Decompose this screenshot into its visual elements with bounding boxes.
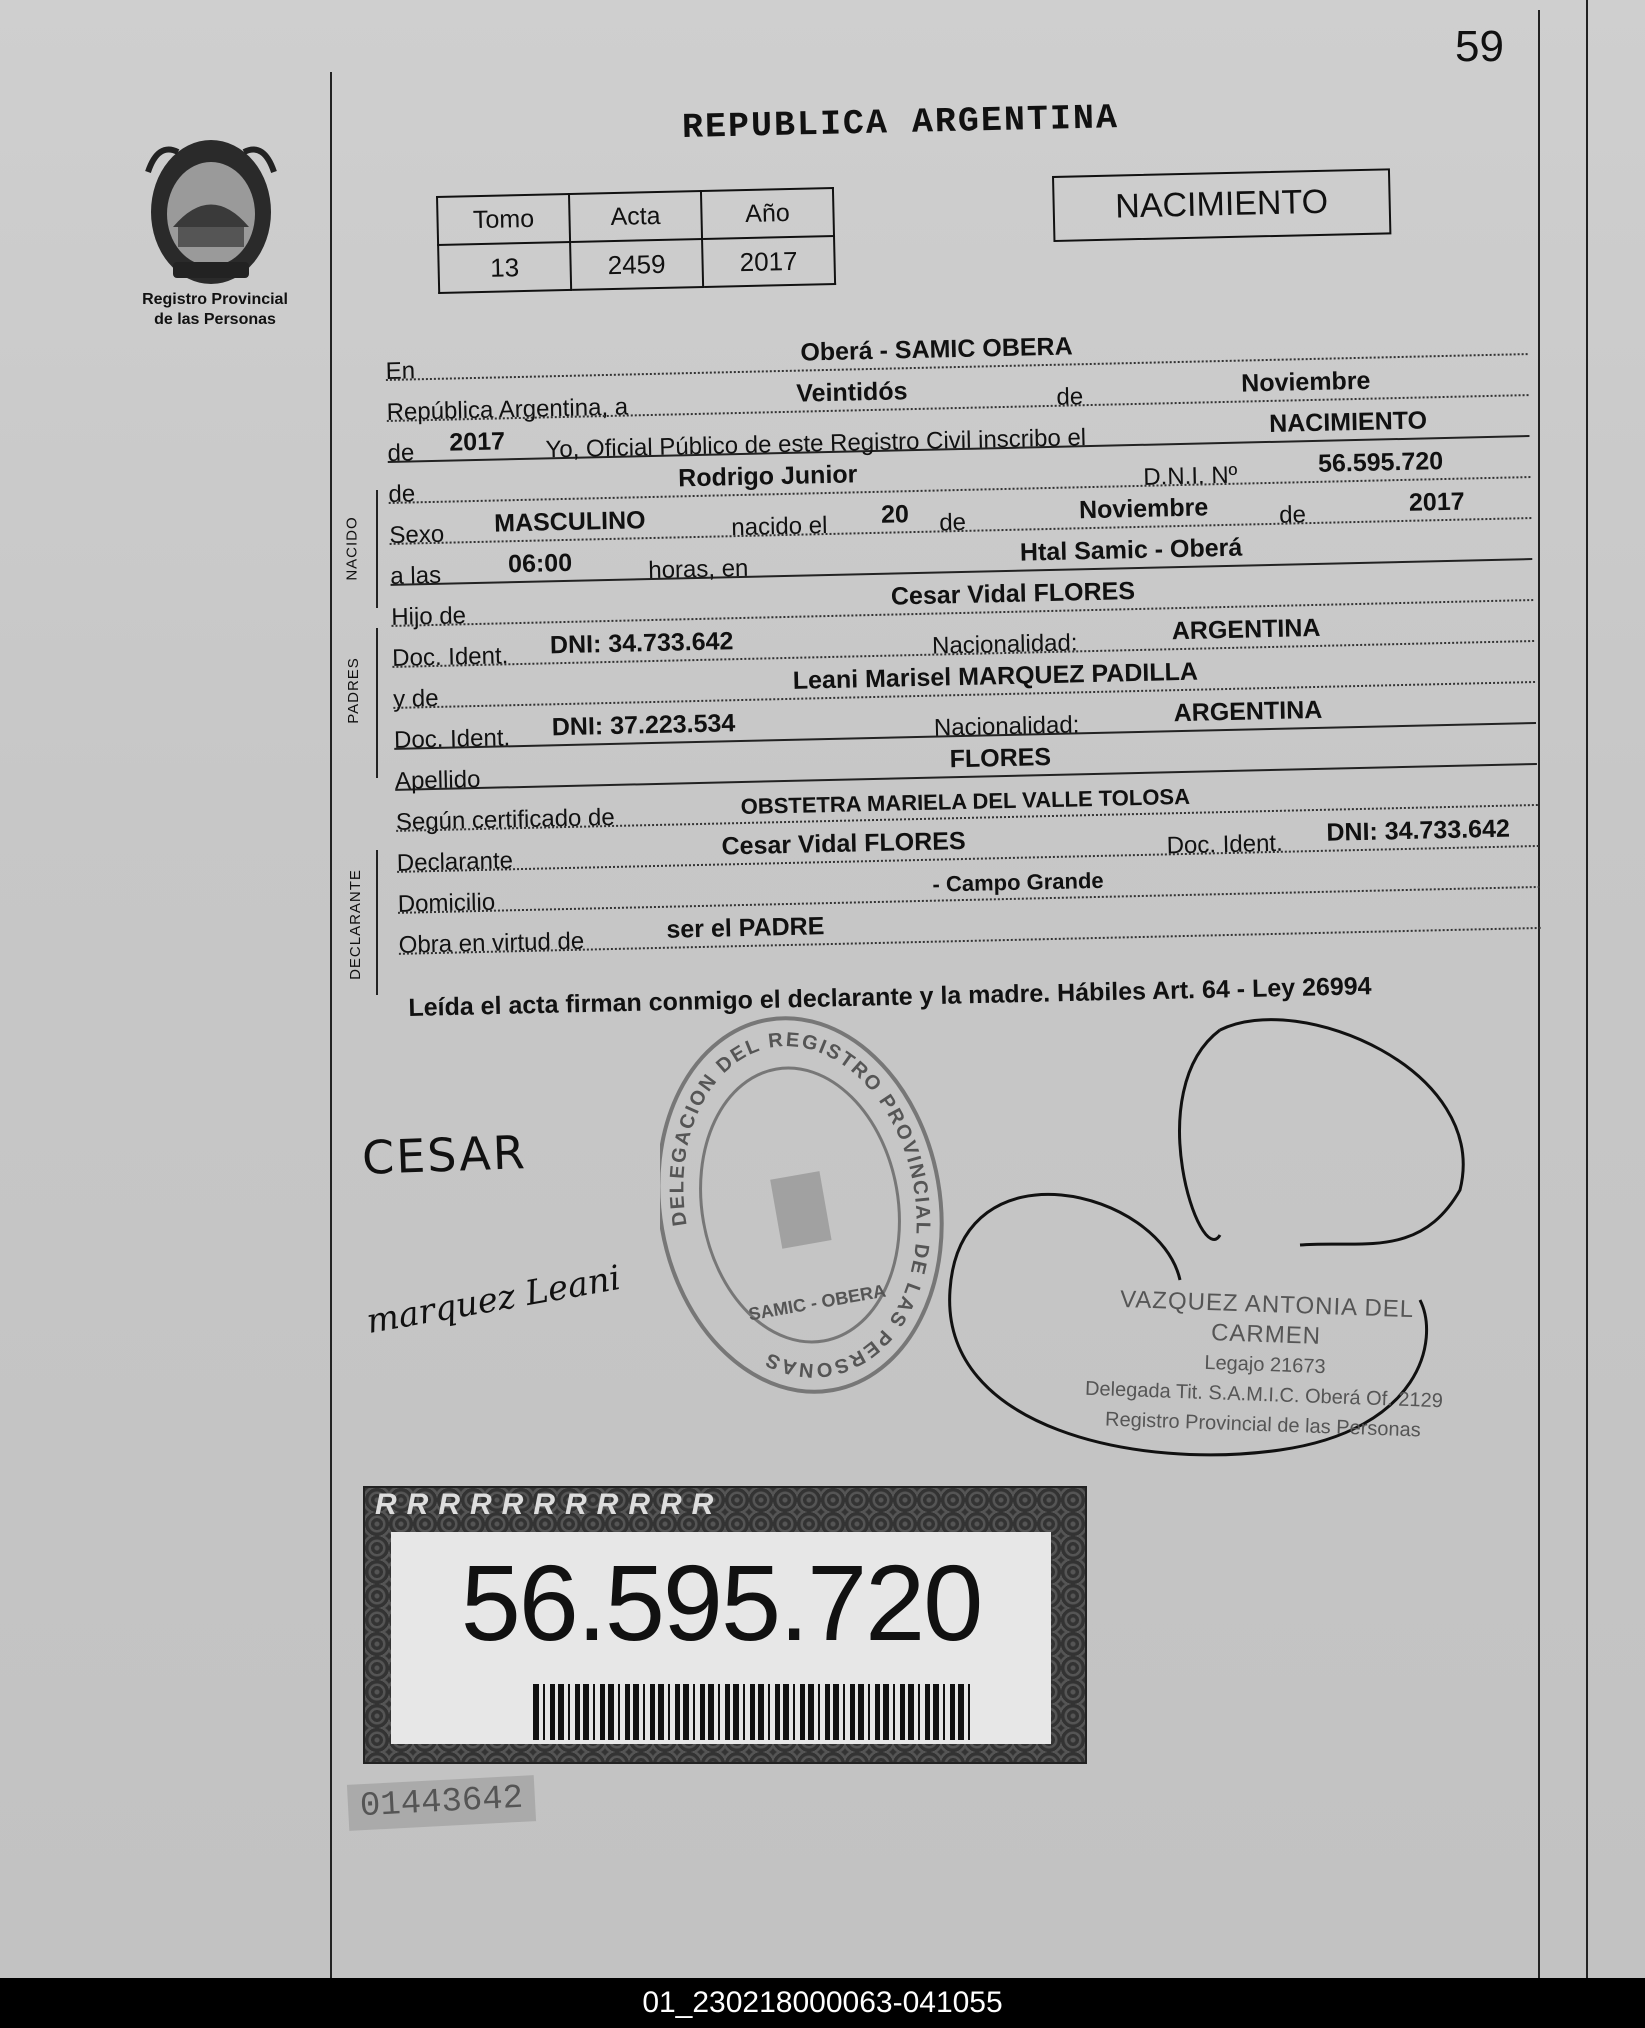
apellido-label: Apellido (394, 765, 481, 795)
nacido-el-label: nacido el (731, 512, 828, 542)
closing-note: Leída el acta firman conmigo el declarante y la madre. Hábiles Art. 64 - Ley 26994 (408, 972, 1372, 1022)
record-table (436, 187, 836, 294)
day-words-value: Veintidós (796, 377, 908, 408)
official-stamp (1063, 1283, 1468, 1447)
security-pattern-text: RRRRRRRRRRR (375, 1488, 724, 1521)
mother-nat-value: ARGENTINA (1173, 695, 1323, 728)
ano-header: Año (701, 188, 834, 239)
birth-year-value: 2017 (1408, 487, 1465, 517)
tomo-value: 13 (438, 242, 571, 293)
registry-label-line2: de las Personas (154, 311, 276, 328)
surname-value: FLORES (949, 743, 1052, 774)
id-label-inner (391, 1532, 1051, 1744)
month-value: Noviembre (1240, 366, 1371, 398)
a-las-label: a las (390, 561, 442, 590)
declarant-name-value: Cesar Vidal FLORES (721, 826, 966, 861)
official-role: Delegada Tit. S.A.M.I.C. Oberá Of. 2129 (1084, 1377, 1444, 1413)
inscription-type-value: NACIMIENTO (1268, 406, 1428, 438)
file-id-footer: 01_230218000063-041055 (0, 1978, 1645, 2028)
nacido-de-label: de (388, 480, 416, 508)
declarant-signature: CESAR (361, 1125, 528, 1185)
padres-bracket (376, 628, 378, 778)
barcode (533, 1684, 973, 1740)
registry-label (110, 290, 320, 330)
id-number: 56.595.720 (460, 1542, 982, 1663)
mother-signature: marquez Leani (363, 1257, 624, 1343)
child-name-value: Rodrigo Junior (677, 460, 858, 493)
country-title: REPUBLICA ARGENTINA (681, 98, 1120, 148)
address-value: - Campo Grande (932, 867, 1104, 897)
yo-label: Yo, Oficial Público de este Registro Civil inscribo el (545, 424, 1087, 464)
stamp-text: DELEGACION DEL REGISTRO PROVINCIAL DE LAS PERSONAS (666, 1028, 934, 1382)
mother-name-value: Leani Marisel MARQUEZ PADILLA (792, 657, 1199, 695)
nacido-bracket (376, 490, 378, 608)
certificate-value: OBSTETRA MARIELA DEL VALLE TOLOSA (740, 783, 1191, 820)
father-doc-label: Doc. Ident. (391, 642, 509, 672)
birth-time-value: 06:00 (507, 548, 573, 579)
nacido-de2-label: de (938, 508, 967, 537)
sex-value: MASCULINO (493, 506, 646, 538)
role-value: ser el PADRE (666, 912, 825, 944)
father-nat-value: ARGENTINA (1171, 613, 1321, 646)
y-de-label: y de (392, 684, 439, 713)
official-legajo: Legajo 21673 (1204, 1351, 1326, 1379)
father-name-value: Cesar Vidal FLORES (890, 577, 1136, 611)
birth-record-form (385, 314, 1541, 959)
declarant-doc-value: DNI: 34.733.642 (1326, 814, 1511, 847)
declarante-label: Declarante (396, 847, 514, 877)
year-value: 2017 (449, 427, 506, 457)
acta-value: 2459 (570, 239, 703, 290)
de2-label: de (387, 439, 415, 467)
declarante-bracket (376, 850, 378, 995)
far-right-line (1586, 0, 1588, 1978)
acta-header: Acta (569, 191, 702, 242)
domicilio-label: Domicilio (397, 888, 496, 918)
nacido-section-label: NACIDO (343, 516, 361, 581)
nacido-de3-label: de (1278, 501, 1307, 529)
ano-value: 2017 (702, 236, 835, 287)
control-number: 01443642 (347, 1775, 536, 1831)
right-margin-line (1538, 10, 1540, 1978)
sexo-label: Sexo (389, 520, 445, 549)
official-name: VAZQUEZ ANTONIA DEL CARMEN (1119, 1285, 1415, 1350)
obra-label: Obra en virtud de (398, 927, 585, 959)
stamp-bottom-text: SAMIC - OBERA (747, 1280, 888, 1325)
de-label: de (1056, 383, 1084, 411)
mother-doc-value: DNI: 37.223.534 (551, 709, 736, 742)
registry-label-line1: Registro Provincial (142, 291, 288, 308)
province-seal-logo (138, 132, 284, 292)
official-org: Registro Provincial de las Personas (1104, 1408, 1422, 1442)
certificado-label: Según certificado de (395, 803, 616, 836)
mother-doc-label: Doc. Ident. (393, 724, 511, 754)
declarante-section-label: DECLARANTE (346, 869, 364, 980)
en-label: En (385, 357, 416, 385)
left-margin-line (330, 72, 332, 1978)
father-nat-label: Nacionalidad: (931, 629, 1078, 660)
republica-label: República Argentina, a (386, 393, 629, 426)
birth-month-value: Noviembre (1078, 493, 1209, 525)
child-dni-value: 56.595.720 (1317, 447, 1444, 478)
place-value: Oberá - SAMIC OBERA (800, 332, 1073, 367)
birth-day-value: 20 (880, 500, 910, 529)
declarant-doc-label: Doc. Ident. (1166, 829, 1284, 860)
event-type-box: NACIMIENTO (1052, 168, 1391, 242)
page-number: 59 (1455, 22, 1504, 71)
father-doc-value: DNI: 34.733.642 (549, 627, 734, 660)
hijo-de-label: Hijo de (390, 602, 467, 631)
tomo-header: Tomo (437, 194, 570, 245)
delegation-stamp (660, 1010, 971, 1414)
id-number-label (363, 1486, 1087, 1764)
mother-nat-label: Nacionalidad: (933, 711, 1080, 742)
horas-en-label: horas, en (647, 554, 749, 585)
dni-label: D.N.I. Nº (1143, 461, 1238, 491)
birth-place-value: Htal Samic - Oberá (1019, 533, 1243, 567)
padres-section-label: PADRES (344, 657, 362, 724)
